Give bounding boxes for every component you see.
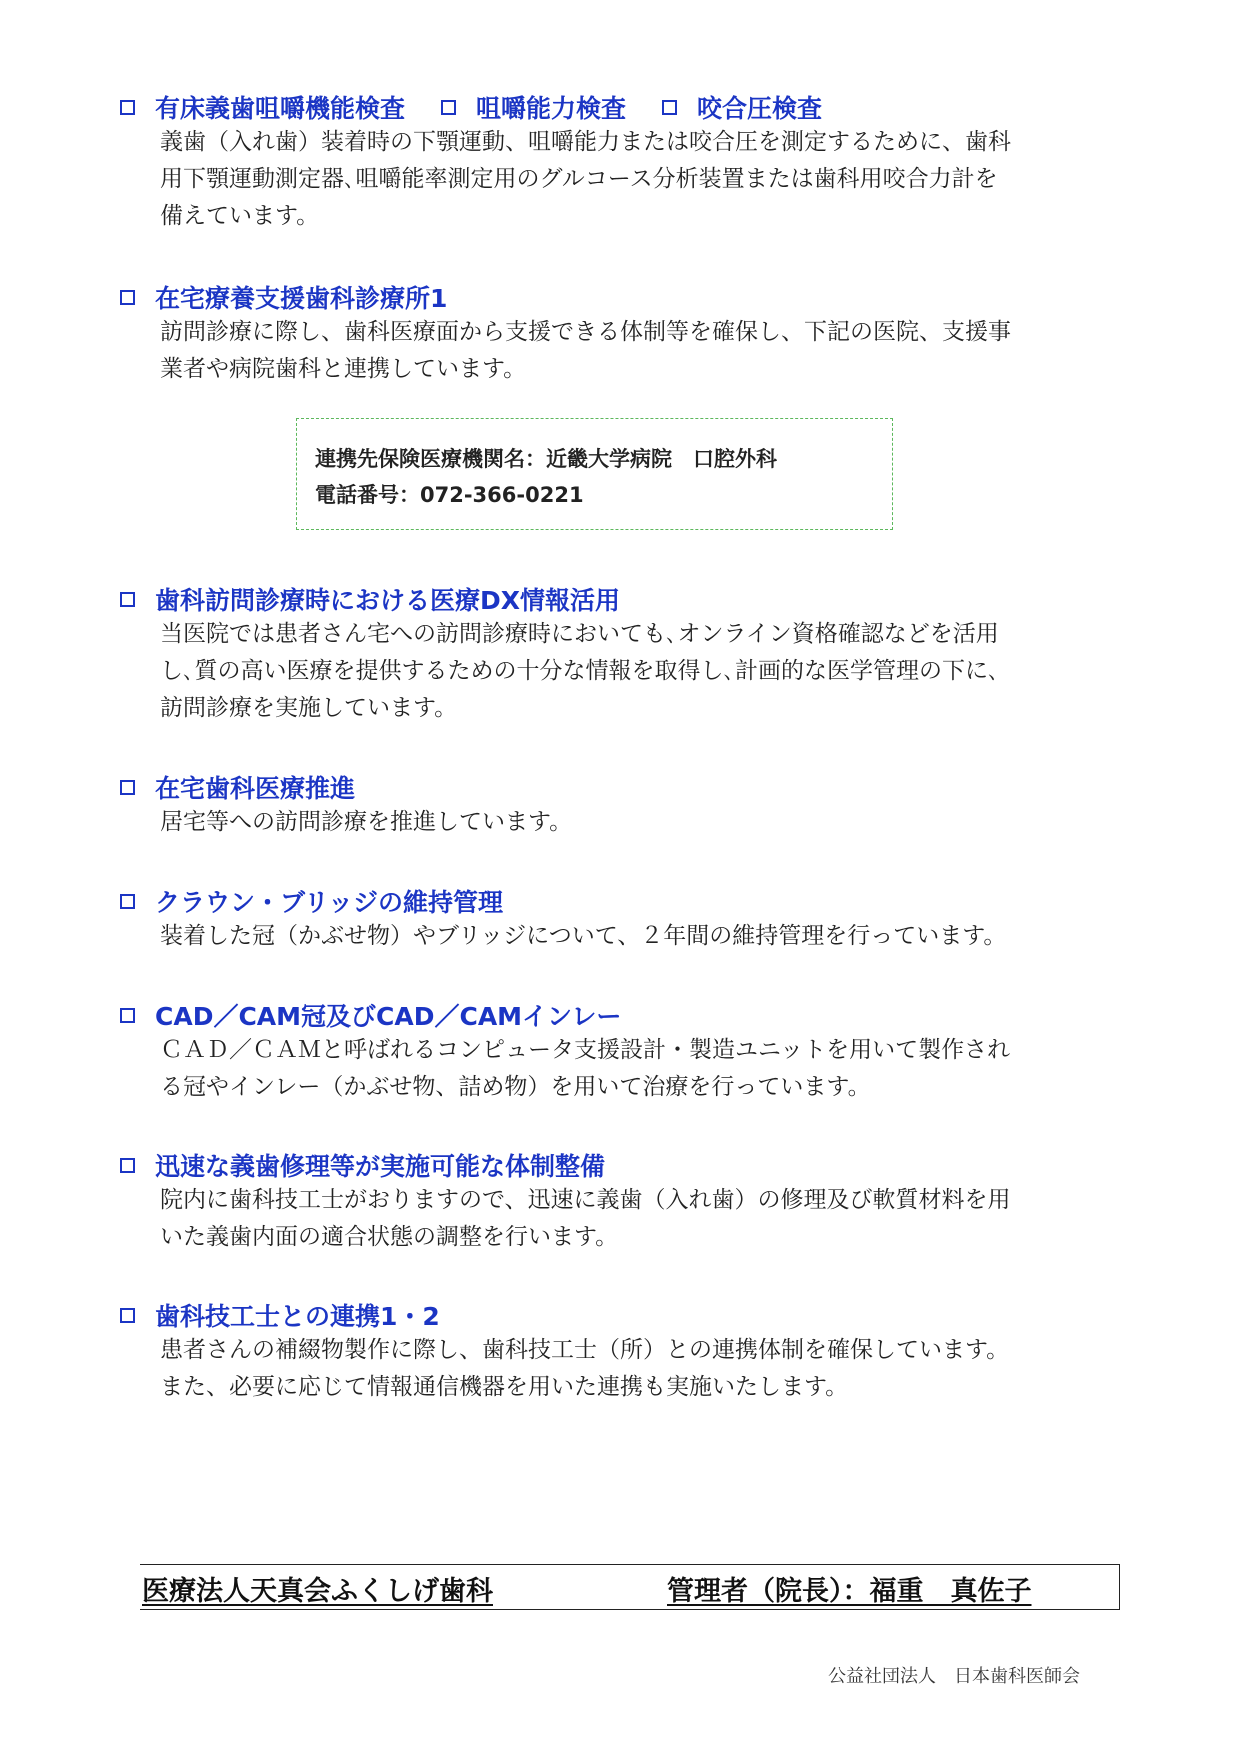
body-line: ＣＡＤ／ＣＡＭと呼ばれるコンピュータ支援設計・製造ユニットを用いて製作され [160, 1037, 1011, 1063]
body-line: 義歯（入れ歯）装着時の下顎運動、咀嚼能力または咬合圧を測定するために、歯科 [160, 129, 1011, 155]
checkbox-icon [120, 1008, 135, 1023]
heading-item [441, 89, 626, 125]
heading-label: クラウン・ブリッジの維持管理 [155, 888, 504, 917]
section-body [160, 1182, 1130, 1256]
section-body [160, 1332, 1130, 1406]
section-body [160, 314, 1130, 388]
section-body [160, 1032, 1130, 1106]
heading-label: 在宅療養支援歯科診療所1 [155, 284, 448, 313]
clinic-manager: 管理者（院長）：福重 真佐子 [667, 1576, 1032, 1607]
heading-label: 咬合圧検査 [697, 94, 823, 123]
section-home-care-support [120, 280, 1130, 388]
section-heading [120, 884, 1130, 918]
heading-item [662, 89, 822, 125]
checkbox-icon [120, 290, 135, 305]
section-denture-repair [120, 1148, 1130, 1256]
body-line: る冠やインレー（かぶせ物、詰め物）を用いて治療を行っています。 [160, 1074, 871, 1100]
section-medical-dx [120, 582, 1130, 727]
checkbox-icon [441, 100, 456, 115]
section-heading [120, 1148, 1130, 1182]
partner-hospital-box [296, 418, 893, 530]
heading-label: 有床義歯咀嚼機能検査 [155, 94, 406, 123]
body-line: 居宅等への訪問診療を推進しています。 [160, 809, 573, 835]
body-line: 当医院では患者さん宅への訪問診療時においても､オンライン資格確認などを活用 [160, 621, 999, 647]
partner-institution: 連携先保険医療機関名：近畿大学病院 口腔外科 [315, 447, 777, 471]
section-heading [120, 90, 1130, 124]
body-line: し､質の高い医療を提供するための十分な情報を取得し､計画的な医学管理の下に､ [160, 658, 1000, 684]
body-line: 院内に歯科技工士がおりますので、迅速に義歯（入れ歯）の修理及び軟質材料を用 [160, 1187, 1011, 1213]
checkbox-icon [120, 1308, 135, 1323]
body-line: いた義歯内面の適合状態の調整を行います。 [160, 1224, 619, 1250]
section-crown-bridge [120, 884, 1130, 955]
body-line: 訪問診療を実施しています。 [160, 695, 458, 721]
heading-item [120, 89, 405, 125]
section-body [160, 804, 1130, 841]
heading-label: 迅速な義歯修理等が実施可能な体制整備 [155, 1152, 606, 1181]
checkbox-icon [120, 592, 135, 607]
heading-label: 歯科技工士との連携1・2 [155, 1302, 440, 1331]
partner-phone: 電話番号：072-366-0221 [315, 483, 584, 507]
section-dental-technician [120, 1298, 1130, 1406]
section-heading [120, 582, 1130, 616]
heading-label: 咀嚼能力検査 [476, 94, 627, 123]
body-line: 用下顎運動測定器､咀嚼能率測定用のグルコース分析装置または歯科用咬合力計を [160, 166, 998, 192]
section-cad-cam [120, 998, 1130, 1106]
body-line: 患者さんの補綴物製作に際し、歯科技工士（所）との連携体制を確保しています。 [160, 1337, 1010, 1363]
clinic-name: 医療法人天真会ふくしげ歯科 [142, 1576, 493, 1607]
checkbox-icon [662, 100, 677, 115]
section-heading [120, 1298, 1130, 1332]
checkbox-icon [120, 100, 135, 115]
section-denture-tests [120, 90, 1130, 235]
section-home-dental-care [120, 770, 1130, 841]
heading-label: CAD／CAM冠及びCAD／CAMインレー [155, 1002, 622, 1031]
section-heading [120, 770, 1130, 804]
body-line: 業者や病院歯科と連携しています。 [160, 356, 527, 382]
section-body [160, 124, 1130, 235]
section-heading [120, 280, 1130, 314]
section-heading [120, 998, 1130, 1032]
checkbox-icon [120, 1158, 135, 1173]
body-line: 装着した冠（かぶせ物）やブリッジについて、２年間の維持管理を行っています。 [160, 923, 1007, 949]
checkbox-icon [120, 894, 135, 909]
body-line: また、必要に応じて情報通信機器を用いた連携も実施いたします。 [160, 1374, 849, 1400]
body-line: 訪問診療に際し、歯科医療面から支援できる体制等を確保し、下記の医院、支援事 [160, 319, 1011, 345]
body-line: 備えています。 [160, 203, 320, 229]
heading-label: 歯科訪問診療時における医療DX情報活用 [155, 586, 621, 615]
association-name: 公益社団法人 日本歯科医師会 [828, 1666, 1080, 1687]
checkbox-icon [120, 780, 135, 795]
section-body [160, 918, 1130, 955]
clinic-footer [140, 1564, 1120, 1610]
heading-label: 在宅歯科医療推進 [155, 774, 356, 803]
section-body [160, 616, 1130, 727]
